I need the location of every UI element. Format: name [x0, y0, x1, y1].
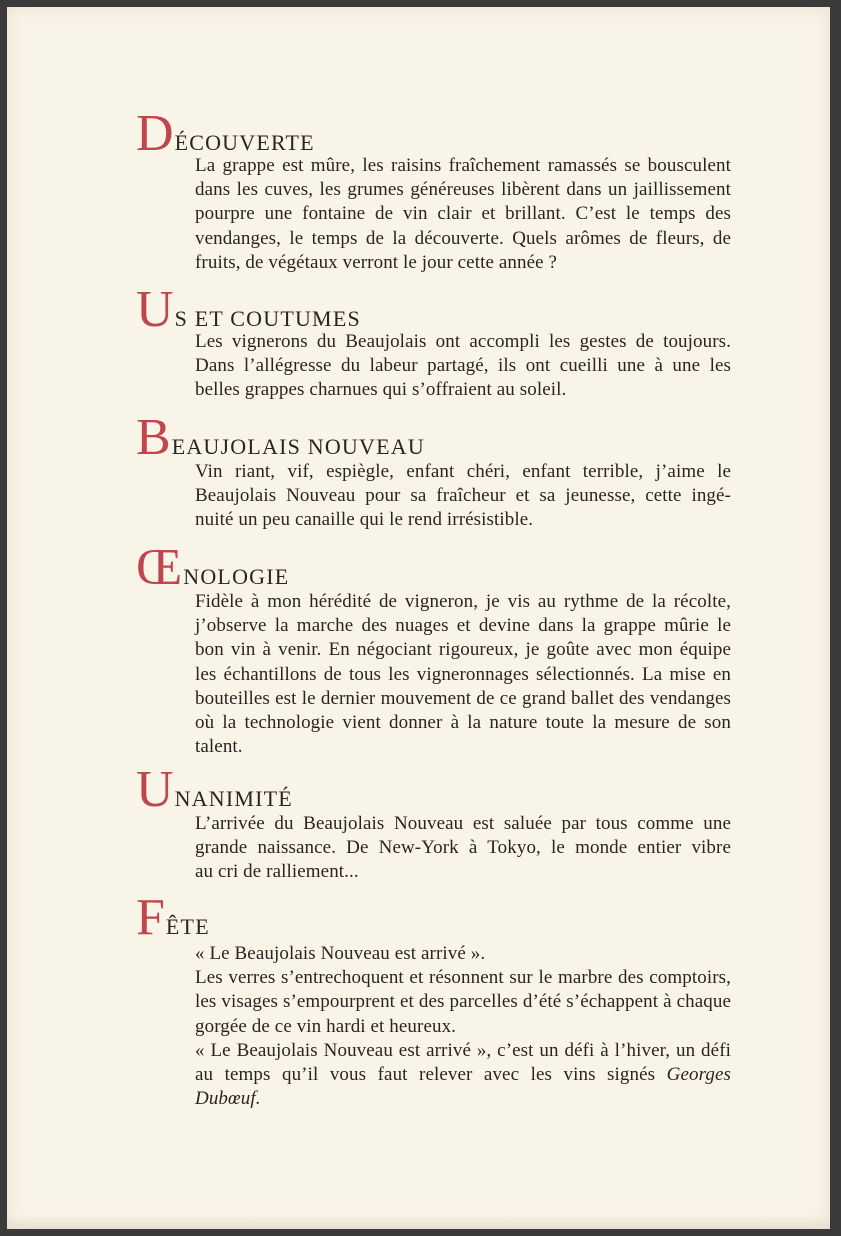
text-line: au cri de ralliement...: [195, 861, 359, 883]
heading-text: EAUJOLAIS NOUVEAU: [171, 434, 425, 459]
section-heading-us-et-coutumes: [136, 281, 361, 338]
text-line: j’observe la marche des nuages et devine dans la grappe mûrie le: [195, 615, 731, 637]
text-line: Fidèle à mon hérédité de vigneron, je vis au rythme de la récolte,: [195, 591, 731, 612]
text-line: nuité un peu canaille qui le rend irrésistible.: [195, 509, 534, 531]
text-line: fruits, de végétaux verront le jour cette année ?: [195, 251, 558, 273]
section-heading-unanimite: [136, 761, 293, 818]
heading-text: S ET COUTUMES: [174, 306, 361, 331]
text-line: où la technologie vient donner à la nature toute la mesure de son: [195, 712, 731, 734]
text-line: les échantillons de tous les vigneronnages sélectionnés. La mise en: [195, 663, 731, 685]
section-body-unanimite: [195, 812, 731, 885]
heading-text: ÉCOUVERTE: [174, 130, 315, 155]
section-body-oenologie: [195, 590, 731, 759]
document-page: [7, 7, 830, 1229]
text-line: Les vignerons du Beaujolais ont accompli les gestes de toujours.: [195, 331, 731, 352]
heading-text: NOLOGIE: [183, 564, 290, 589]
text-line: « Le Beaujolais Nouveau est arrivé », c’est un défi à l’hiver, un défi: [195, 1039, 731, 1061]
drop-initial: Œ: [136, 539, 183, 596]
text-line: belles grappes charnues qui s’offraient au soleil.: [195, 379, 567, 401]
section-heading-fete: [136, 889, 210, 946]
section-heading-decouverte: [136, 105, 315, 162]
heading-text: ÊTE: [165, 914, 210, 939]
text-line: Vin riant, vif, espiègle, enfant chéri, enfant terrible, j’aime le: [195, 461, 731, 482]
text-line: bon vin à venir. En négociant rigoureux, je goûte avec mon équipe: [195, 639, 731, 661]
section-heading-beaujolais-nouveau: [136, 409, 425, 466]
signature: Georges Dubœuf.: [195, 1064, 731, 1110]
text-line: Dans l’allégresse du labeur partagé, ils ont cueilli une à une les: [195, 355, 731, 377]
text-fragment: au temps qu’il vous faut relever avec les vins signés: [195, 1064, 656, 1086]
drop-initial: U: [136, 281, 174, 338]
text-line: L’arrivée du Beaujolais Nouveau est saluée par tous comme une: [195, 813, 731, 834]
text-line: gorgée de ce vin hardi et heureux.: [195, 1015, 457, 1037]
text-line: dans les cuves, les grumes généreuses libèrent dans un jaillissement: [195, 179, 731, 201]
text-line: « Le Beaujolais Nouveau est arrivé ».: [195, 943, 486, 964]
drop-initial: B: [136, 409, 171, 466]
text-line: pourpre une fontaine de vin clair et brillant. C’est le temps des: [195, 203, 731, 225]
drop-initial: F: [136, 889, 165, 946]
text-line: grande naissance. De New-York à Tokyo, le monde entier vibre: [195, 837, 731, 859]
text-line: vendanges, le temps de la découverte. Quels arômes de fleurs, de: [195, 227, 731, 249]
text-line: les visages s’empourprent et des parcelles d’été s’échappent à chaque: [195, 991, 731, 1013]
text-line: talent.: [195, 736, 243, 758]
text-line: La grappe est mûre, les raisins fraîchement ramassés se bousculent: [195, 155, 731, 176]
text-line-with-signature: [195, 1063, 731, 1111]
heading-text: NANIMITÉ: [174, 786, 293, 811]
section-body-beaujolais-nouveau: [195, 460, 731, 533]
text-line: Les verres s’entrechoquent et résonnent sur le marbre des comptoirs,: [195, 967, 731, 989]
section-heading-oenologie: [136, 539, 290, 596]
section-body-fete: [195, 942, 731, 1111]
drop-initial: U: [136, 761, 174, 818]
text-line: Beaujolais Nouveau pour sa fraîcheur et sa jeunesse, cette ingé-: [195, 485, 731, 507]
section-body-us-et-coutumes: [195, 330, 731, 403]
drop-initial: D: [136, 105, 174, 162]
text-line: bouteilles est le dernier mouvement de ce grand ballet des vendanges: [195, 687, 731, 709]
section-body-decouverte: [195, 154, 731, 275]
